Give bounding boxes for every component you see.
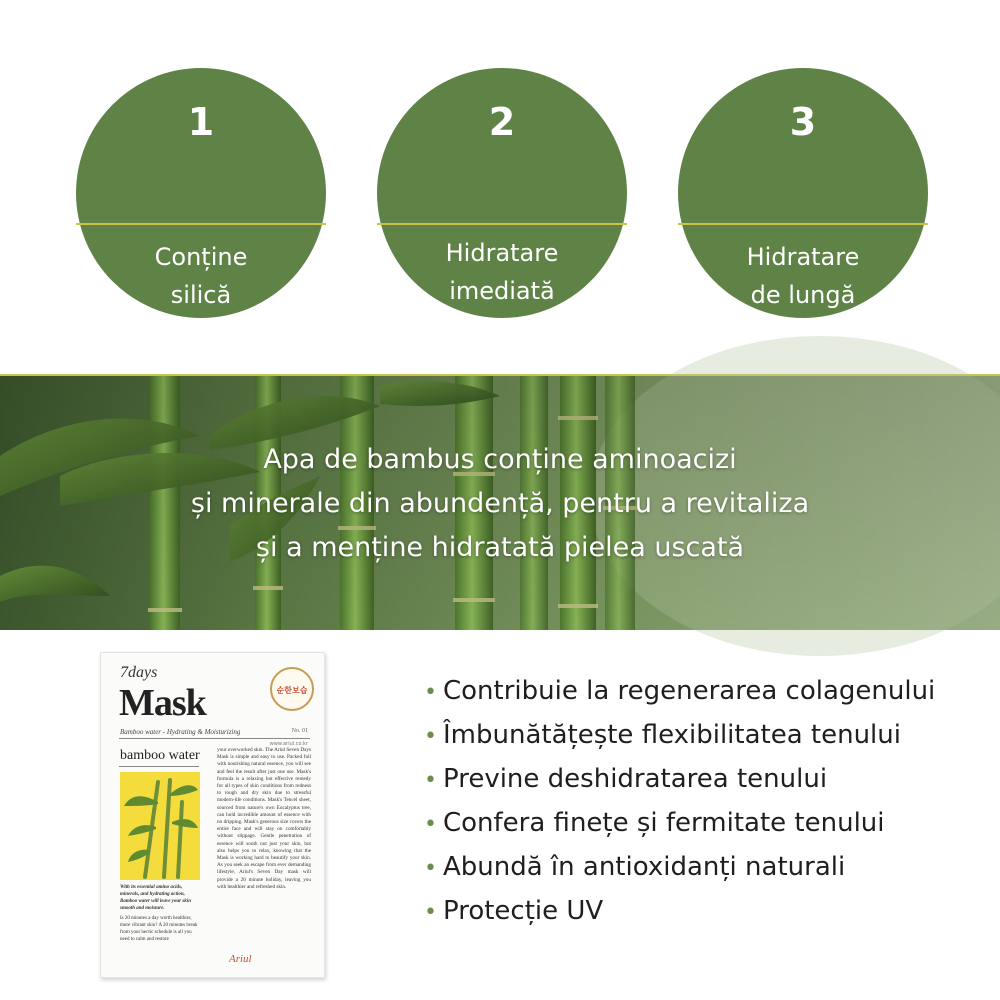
certification-seal-icon — [270, 667, 314, 711]
banner-text — [0, 438, 1000, 570]
list-item — [424, 714, 984, 758]
ariul-logo: Ariul — [229, 953, 252, 965]
feature-number: 1 — [187, 100, 215, 144]
pack-description-bold: With its essential amino acids, minerals, and hydrating action, Bamboo water will leave your skin smooth and moisture. — [120, 885, 191, 911]
feature-label-line: Conține — [154, 243, 248, 271]
pack-product-name: Mask — [119, 682, 206, 724]
pack-url: www.ariul.co.kr — [269, 741, 308, 747]
pack-divider — [119, 766, 199, 767]
bullet-dot-icon: • — [424, 812, 437, 837]
feature-label — [397, 234, 607, 310]
bamboo-illustration-icon — [120, 772, 200, 880]
divider-line — [678, 223, 928, 225]
bullet-dot-icon: • — [424, 900, 437, 925]
pack-description: Is 20 minutes a day worth healthier, more vibrant skin? A 20 minutes break from your hectic schedule is all you need to calm and restore — [120, 916, 198, 942]
feature-label — [96, 238, 306, 352]
list-item-text: Confera finețe și fermitate tenului — [442, 808, 885, 838]
feature-circle-3 — [678, 68, 928, 347]
pack-number: No. 01 — [291, 728, 308, 734]
product-mask-pack-image — [100, 652, 325, 978]
pack-body-text: your overworked skin. The Ariul Seven Days Mask is simple and easy to use. Packed full with nourishing natural essence, you will see and feel the result after just one use. Mask's formula is a relaxing but effective remedy for all types of skin conditions from redness to rough and dry skin due to stressful modern-life conditions. Mask's Tencel sheet, sourced from nature's own Eucalyptus tree, can hold incredible amount of essence with no dripping. Mask's generous size covers the entire face and will stay on comfortably without slippage. Gentle penetration of essence will sooth not just your skin, but also helps you to relax, knowing that the Mask is working hard to beautify your skin. As you seek an escape from ever demanding lifestyle, Ariul's Seven Day mask will provide a 20 minute holiday, leaving you with healthier and refreshed skin. — [217, 747, 311, 890]
feature-circle-2 — [377, 68, 627, 318]
list-item — [424, 802, 984, 846]
banner-text-line: și a menține hidratată pielea uscată — [255, 532, 745, 563]
feature-circle-1 — [76, 68, 326, 347]
feature-label-line: Hidratare — [746, 243, 860, 271]
divider-line — [76, 223, 326, 225]
list-item — [424, 846, 984, 890]
list-item — [424, 758, 984, 802]
bamboo-banner — [0, 374, 1000, 628]
list-item-text: Abundă în antioxidanți naturali — [442, 852, 846, 882]
list-item — [424, 890, 984, 934]
feature-label-line: de lungă — [750, 281, 856, 309]
list-item-text: Contribuie la regenerarea colagenului — [442, 676, 936, 706]
list-item-text: Previne deshidratarea tenului — [442, 764, 828, 794]
pack-divider — [119, 738, 310, 739]
feature-label-line: Hidratare — [445, 239, 559, 267]
divider-line — [377, 223, 627, 225]
pack-brand-7days: 7days — [120, 664, 158, 681]
bullet-dot-icon: • — [424, 680, 437, 705]
pack-tagline: Bamboo water - Hydrating & Moisturizing — [120, 728, 241, 736]
feature-label-line: imediată — [449, 277, 555, 305]
feature-label — [698, 238, 908, 352]
benefits-list — [424, 670, 984, 934]
feature-label-line: durată — [763, 319, 843, 347]
list-item — [424, 670, 984, 714]
bullet-dot-icon: • — [424, 856, 437, 881]
list-item-text: Protecție UV — [442, 896, 604, 926]
seal-text: 순한보습 — [276, 686, 308, 695]
feature-label-line: silică — [170, 281, 232, 309]
feature-number: 3 — [789, 100, 817, 144]
bullet-dot-icon: • — [424, 724, 437, 749]
feature-label-line: naturală — [150, 319, 252, 347]
pack-variant: bamboo water — [120, 748, 200, 763]
banner-text-line: Apa de bambus conține aminoacizi — [263, 444, 737, 475]
list-item-text: Îmbunătățește flexibilitatea tenului — [442, 720, 901, 750]
bullet-dot-icon: • — [424, 768, 437, 793]
banner-text-line: și minerale din abundență, pentru a revitaliza — [190, 488, 810, 519]
feature-number: 2 — [488, 100, 516, 144]
